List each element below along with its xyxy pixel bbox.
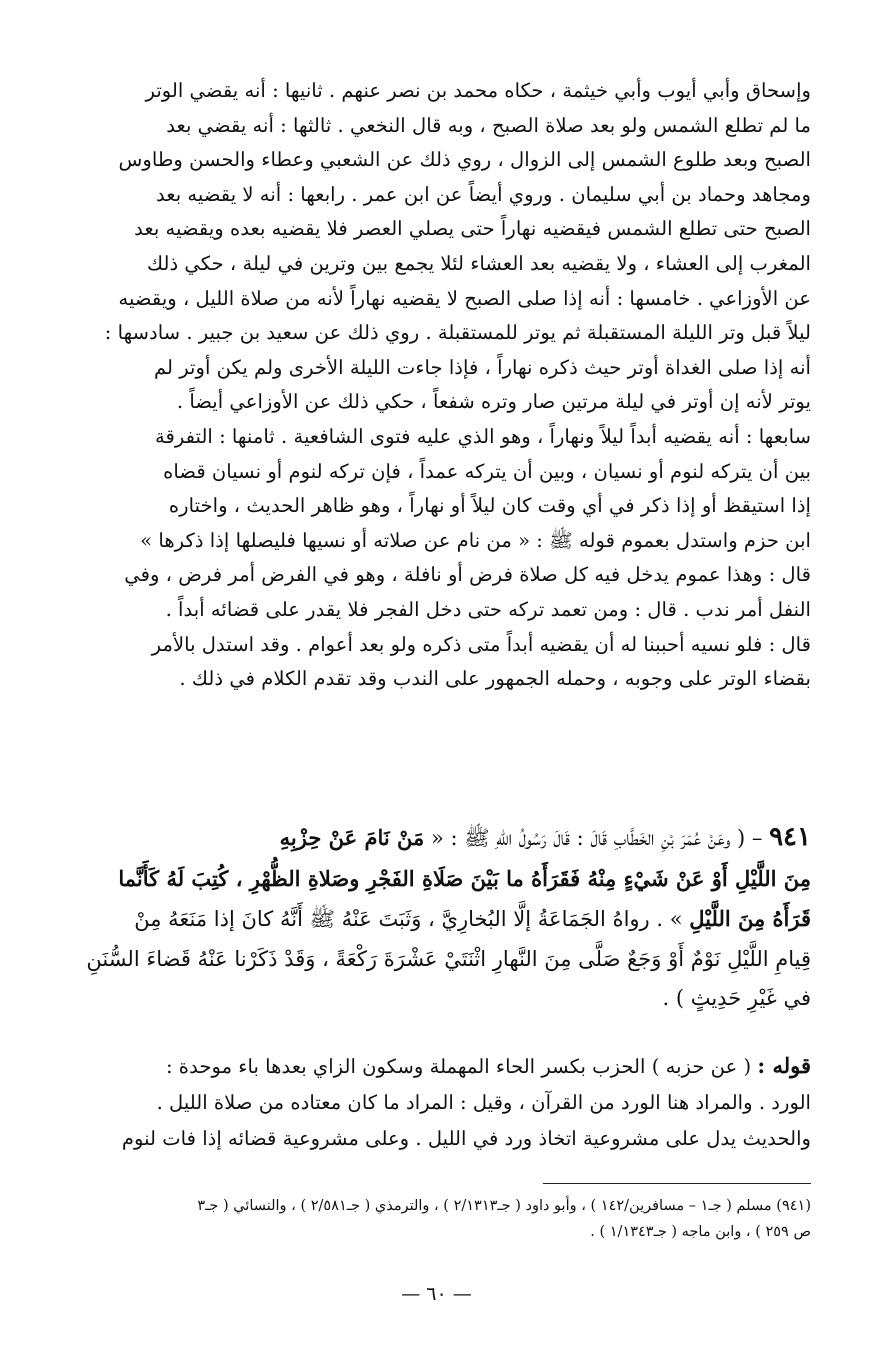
commentary-line: يوتر لأنه إن أوتر في ليلة مرتين صار وتره شفعاً ، حكي ذلك عن الأوزاعي أيضاً .: [176, 390, 811, 414]
commentary-line: الصبح حتى تطلع الشمس فيقضيه نهاراً حتى يصلي العصر فلا يقضيه بعده ويقضيه بعد: [134, 217, 811, 241]
commentary-line: قال : وهذا عموم يدخل فيه كل صلاة فرض أو نافلة ، وهو في الفرض أمر فرض ، وفي: [124, 563, 811, 587]
commentary-line: وإسحاق وأبي أيوب وأبي خيثمة ، حكاه محمد بن نصر عنهم . ثانيها : أنه يقضي الوتر: [145, 79, 811, 102]
hadith-number: ٩٤١: [769, 822, 811, 852]
explanation-line: الورد . والمراد هنا الورد من القرآن ، وقيل : المراد ما كان معتاده من صلاة الليل .: [156, 1091, 811, 1114]
commentary-line: ومجاهد وحماد بن أبي سليمان . وروي أيضاً عن ابن عمر . رابعها : أنه لا يقضيه بعد: [155, 182, 811, 206]
commentary-line: المغرب إلى العشاء ، ولا يقضيه بعد العشاء لئلا يجمع بين وترين في ليلة ، حكي ذلك: [146, 251, 811, 275]
commentary-line: ليلاً قبل وتر الليلة المستقبلة ثم يوتر للمستقبلة . روي ذلك عن سعيد بن جبير . سادسها :: [104, 321, 811, 345]
commentary-line: الصبح وبعد طلوع الشمس إلى الزوال ، روي ذلك عن الشعبي وعطاء والحسن وطاوس: [118, 148, 811, 172]
explanation-line: والحديث يدل على مشروعية اتخاذ ورد في الليل . وعلى مشروعية قضائه إذا فات لنوم: [121, 1127, 811, 1150]
hadith-text: [62, 818, 811, 1019]
hadith-line: [62, 859, 811, 900]
commentary-line: إذا استيقظ أو إذا ذكر في أي وقت كان ليلاً أو نهاراً ، وهو ظاهر الحديث ، واختاره: [168, 494, 811, 518]
explanation-line-text: ( عن حزبه ) الحزب بكسر الحاء المهملة وسكون الزاي بعدها باء موحدة :: [165, 1055, 758, 1078]
hadith-intro: – ( وعَنْ عُمَرَ بْنِ الخَطَّابِ قَالَ : قَالَ رَسُولُ اللهِ ﷺ : «: [424, 826, 770, 850]
commentary-line: ما لم تطلع الشمس ولو بعد صلاة الصبح ، وبه قال النخعي . ثالثها : أنه يقضي بعد: [166, 113, 811, 137]
footnote-line: ص ٢٥٩ ) ، وابن ماجه ( جـ١/١٣٤٣ ) .: [590, 1224, 811, 1240]
commentary-line: ابن حزم واستدل بعموم قوله ﷺ : « من نام عن صلاته أو نسيها فليصلها إذا ذكرها »: [140, 528, 811, 552]
commentary-line: سابعها : أنه يقضيه أبداً ليلاً ونهاراً ، وهو الذي عليه فتوى الشافعية . ثامنها : التفرقة: [154, 424, 811, 448]
footnote-divider: [543, 1183, 811, 1184]
commentary-line: أنه إذا صلى الغداة أوتر حيث ذكره نهاراً ، فإذا جاءت الليلة الأخرى ولم يكن أوتر لم: [153, 355, 811, 379]
commentary-text: [62, 74, 811, 697]
explanation-line: [62, 1048, 811, 1085]
hadith-line: [62, 899, 811, 940]
commentary-line: بقضاء الوتر على وجوبه ، وحمله الجمهور على الندب وقد تقدم الكلام في ذلك .: [179, 667, 811, 691]
footnote: [62, 1193, 811, 1245]
hadith-source: » . رواهُ الجَمَاعَةُ إلَّا البُخارِيَّ ، وَثَبَتَ عَنْهُ ﷺ أَنَّهُ كانَ إذا مَنَعَهُ مِنْ: [134, 907, 690, 931]
commentary-line: النفل أمر ندب . قال : ومن تعمد تركه حتى دخل الفجر فلا يقدر على قضائه أبداً .: [165, 597, 811, 621]
commentary-line: عن الأوزاعي . خامسها : أنه إذا صلى الصبح لا يقضيه نهاراً لأنه من صلاة الليل ، ويقضيه: [118, 286, 811, 310]
hadith-matn: مِنَ اللَّيْلِ أَوْ عَنْ شَيْءٍ مِنْهُ فَقَرَأَهُ ما بَيْنَ صَلَاةِ الفَجْرِ وصَلاةِ الظُّهْرِ ، كُتِبَ لَهُ كَأَنَّما: [118, 865, 811, 891]
footnote-line: (٩٤١) مسلم ( جـ١ – مسافرين/١٤٢ ) ، وأبو داود ( جـ٢/١٣١٣ ) ، والترمذي ( جـ٢/٥٨١ ) ، والنسائي ( جـ٣: [197, 1198, 811, 1214]
page-number: — ٦٠ —: [401, 1283, 472, 1305]
commentary-line: بين أن يتركه لنوم أو نسيان ، وبين أن يتركه عمداً ، فإن تركه لنوم أو نسيان قضاه: [163, 459, 811, 483]
explanation-text: [62, 1048, 811, 1157]
hadith-line: قِيامِ اللَّيْلِ نَوْمٌ أَوْ وَجَعٌ صَلَّى مِنَ النَّهارِ اثْنَتَيْ عَشْرَةَ رَكْعَةً ، وَقَدْ ذَكَرْنا عَنْهُ قَضاءَ السُّنَنِ: [86, 946, 811, 971]
explanation-label: قوله :: [757, 1053, 811, 1078]
hadith-matn: قَرَأَهُ مِنَ اللَّيْلِ: [689, 906, 811, 931]
commentary-line: قال : فلو نسيه أحببنا له أن يقضيه أبداً متى ذكره ولو بعد أعوام . وقد استدل بالأمر: [151, 632, 811, 656]
hadith-line: [62, 818, 811, 859]
hadith-line: في غَيْرِ حَدِيثٍ ) .: [662, 986, 811, 1010]
hadith-matn: مَنْ نَامَ عَنْ حِزْبِهِ: [279, 825, 425, 850]
